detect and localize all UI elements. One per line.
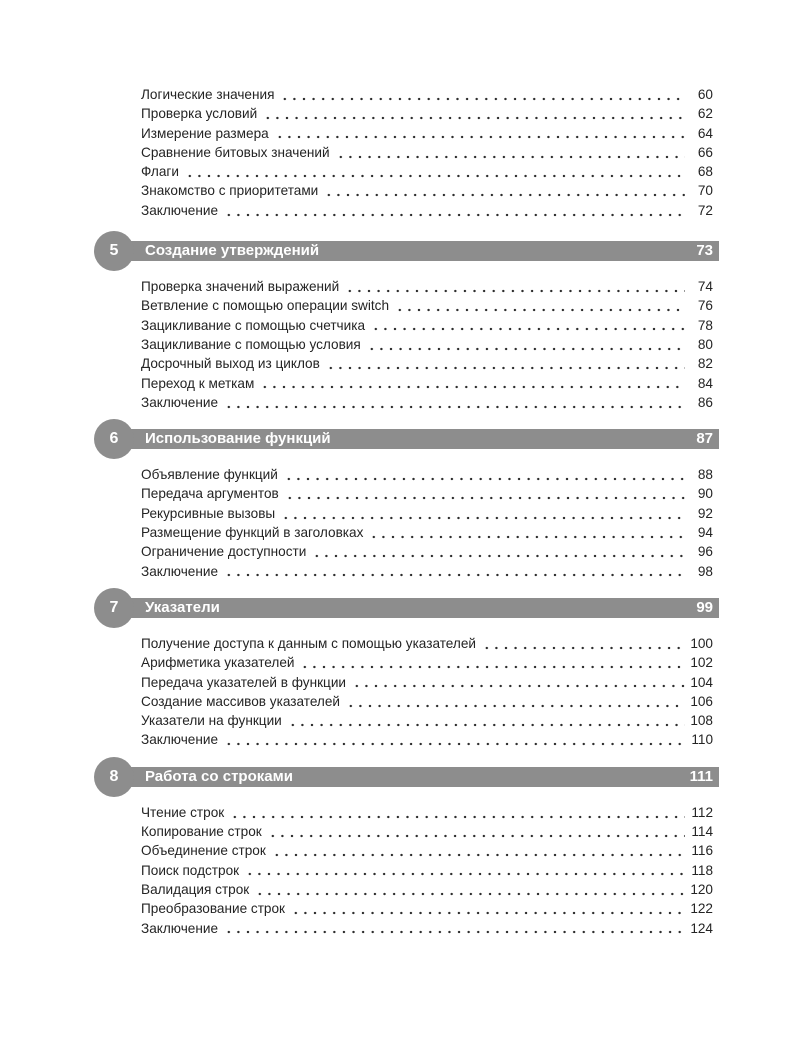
entry-page-number: 84	[697, 375, 713, 391]
entry-title: Объявление функций	[141, 467, 278, 483]
entry-page-number: 78	[697, 317, 713, 333]
dotted-leader	[352, 673, 685, 692]
entry-title: Заключение	[141, 563, 219, 579]
entry-title: Логические значения	[141, 87, 275, 102]
chapter-page-number: 99	[696, 598, 713, 616]
toc-entry-row	[141, 201, 713, 220]
chapter-page-number: 73	[696, 242, 713, 260]
dotted-leader	[281, 504, 685, 523]
entry-title: Поиск подстрок	[141, 862, 240, 878]
entry-title: Заключение	[141, 732, 219, 748]
dotted-leader	[324, 181, 685, 200]
toc-entry-row	[141, 673, 713, 692]
toc-entry-row	[141, 919, 713, 938]
toc-entry-row	[141, 653, 713, 672]
entry-page-number: 60	[697, 87, 713, 102]
toc-entry-row	[141, 711, 713, 730]
chapter-page-number: 111	[689, 767, 713, 785]
entry-page-number: 66	[697, 144, 713, 160]
entry-title: Заключение	[141, 394, 219, 410]
dotted-leader	[395, 296, 685, 315]
dotted-leader	[326, 354, 685, 373]
entry-page-number: 88	[697, 467, 713, 483]
entry-title: Зацикливание с помощью условия	[141, 336, 361, 352]
entry-title: Преобразование строк	[141, 901, 286, 917]
toc-entry-row	[141, 523, 713, 542]
toc-entry-row	[141, 393, 713, 412]
entry-page-number: 116	[691, 843, 713, 859]
chapter-header-bar	[100, 767, 719, 787]
dotted-leader	[224, 393, 685, 412]
toc-entry-row	[141, 296, 713, 315]
dotted-leader	[224, 201, 685, 220]
toc-entry-row	[141, 692, 713, 711]
entry-title: Рекурсивные вызовы	[141, 505, 276, 521]
toc-entry-row	[141, 104, 713, 123]
chapter-number-badge: 8	[94, 757, 134, 797]
entry-title: Ограничение доступности	[141, 544, 307, 560]
toc-entry-row	[141, 899, 713, 918]
entry-title: Передача указателей в функции	[141, 674, 347, 690]
toc-entry-row	[141, 354, 713, 373]
table-of-contents	[109, 85, 713, 955]
toc-entry-row	[141, 335, 713, 354]
entry-page-number: 124	[690, 920, 713, 936]
entry-title: Чтение строк	[141, 804, 225, 820]
dotted-leader	[336, 143, 685, 162]
entry-page-number: 62	[697, 106, 713, 122]
entry-page-number: 90	[697, 486, 713, 502]
dotted-leader	[280, 85, 685, 104]
chapter-header-bar	[100, 598, 719, 618]
chapter-section	[109, 767, 713, 955]
entry-title: Заключение	[141, 202, 219, 218]
dotted-leader	[482, 634, 685, 653]
dotted-leader	[285, 484, 685, 503]
toc-entry-row	[141, 465, 713, 484]
toc-entry-row	[141, 143, 713, 162]
entry-title: Арифметика указателей	[141, 655, 295, 671]
dotted-leader	[185, 162, 685, 181]
chapter-number-badge: 5	[94, 231, 134, 271]
toc-entry-row	[141, 316, 713, 335]
dotted-leader	[224, 562, 685, 581]
dotted-leader	[245, 861, 685, 880]
entry-title: Флаги	[141, 164, 179, 180]
dotted-leader	[268, 822, 685, 841]
chapter-title: Использование функций	[145, 430, 331, 448]
entry-title: Сравнение битовых значений	[141, 144, 330, 160]
dotted-leader	[291, 899, 685, 918]
entries-list	[141, 261, 713, 429]
dotted-leader	[272, 841, 685, 860]
toc-entry-row	[141, 562, 713, 581]
entry-title: Знакомство с приоритетами	[141, 183, 319, 199]
dotted-leader	[300, 653, 685, 672]
toc-entry-row	[141, 841, 713, 860]
dotted-leader	[263, 104, 685, 123]
dotted-leader	[224, 919, 685, 938]
dotted-leader	[275, 124, 685, 143]
entry-page-number: 64	[697, 125, 713, 141]
toc-entry-row	[141, 484, 713, 503]
intro-section	[141, 85, 713, 241]
dotted-leader	[284, 465, 685, 484]
entry-title: Досрочный выход из циклов	[141, 356, 320, 372]
entry-page-number: 98	[697, 563, 713, 579]
dotted-leader	[260, 374, 685, 393]
chapter-number-badge: 7	[94, 588, 134, 628]
toc-entry-row	[141, 880, 713, 899]
chapter-section	[109, 429, 713, 598]
entry-page-number: 82	[697, 356, 713, 372]
entry-page-number: 120	[690, 881, 713, 897]
entry-title: Валидация строк	[141, 881, 250, 897]
dotted-leader	[288, 711, 685, 730]
entry-page-number: 118	[691, 862, 713, 878]
entry-page-number: 108	[690, 713, 713, 729]
chapter-page-number: 87	[696, 430, 713, 448]
entry-page-number: 94	[697, 525, 713, 541]
entry-title: Проверка значений выражений	[141, 279, 340, 295]
entry-page-number: 68	[697, 164, 713, 180]
entry-page-number: 86	[697, 394, 713, 410]
entry-title: Объединение строк	[141, 843, 266, 859]
entry-page-number: 122	[690, 901, 713, 917]
toc-entry-row	[141, 803, 713, 822]
chapter-section	[109, 241, 713, 429]
entry-title: Ветвление с помощью операции switch	[141, 298, 389, 314]
toc-entry-row	[141, 162, 713, 181]
dotted-leader	[371, 316, 685, 335]
entry-page-number: 110	[691, 732, 713, 748]
entry-page-number: 92	[697, 505, 713, 521]
entry-title: Указатели на функции	[141, 713, 282, 729]
entry-title: Получение доступа к данным с помощью указателей	[141, 635, 476, 651]
entry-page-number: 104	[690, 674, 713, 690]
entry-page-number: 102	[690, 655, 713, 671]
entry-page-number: 96	[697, 544, 713, 560]
entry-title: Размещение функций в заголовках	[141, 525, 364, 541]
dotted-leader	[367, 335, 685, 354]
entry-page-number: 74	[697, 279, 713, 295]
entry-page-number: 70	[697, 183, 713, 199]
entry-page-number: 106	[690, 693, 713, 709]
dotted-leader	[230, 803, 685, 822]
toc-entry-row	[141, 542, 713, 561]
toc-entry-row	[141, 730, 713, 749]
dotted-leader	[312, 542, 685, 561]
chapter-section	[109, 598, 713, 767]
dotted-leader	[369, 523, 685, 542]
chapter-number-badge: 6	[94, 419, 134, 459]
entry-page-number: 100	[690, 635, 713, 651]
entry-page-number: 112	[691, 804, 713, 820]
toc-entry-row	[141, 634, 713, 653]
entry-page-number: 114	[691, 824, 713, 840]
toc-entry-row	[141, 124, 713, 143]
toc-entry-row	[141, 822, 713, 841]
toc-entry-row	[141, 85, 713, 104]
toc-entry-row	[141, 861, 713, 880]
entry-title: Измерение размера	[141, 125, 269, 141]
entry-title: Передача аргументов	[141, 486, 279, 502]
chapter-title: Указатели	[145, 598, 220, 616]
dotted-leader	[255, 880, 685, 899]
toc-entry-row	[141, 277, 713, 296]
entries-list	[141, 449, 713, 598]
entry-title: Копирование строк	[141, 824, 262, 840]
entry-title: Создание массивов указателей	[141, 693, 341, 709]
entries-list	[141, 787, 713, 955]
dotted-leader	[346, 692, 685, 711]
toc-entry-row	[141, 374, 713, 393]
toc-entry-row	[141, 504, 713, 523]
entry-title: Зацикливание с помощью счетчика	[141, 317, 366, 333]
entry-page-number: 80	[697, 336, 713, 352]
entry-title: Переход к меткам	[141, 375, 255, 391]
entries-list	[141, 85, 713, 241]
entry-title: Заключение	[141, 920, 219, 936]
dotted-leader	[345, 277, 685, 296]
entries-list	[141, 618, 713, 767]
chapter-title: Создание утверждений	[145, 242, 320, 260]
entry-page-number: 76	[697, 298, 713, 314]
entry-title: Проверка условий	[141, 106, 258, 122]
toc-entry-row	[141, 181, 713, 200]
entry-page-number: 72	[697, 202, 713, 218]
chapter-header-bar	[100, 241, 719, 261]
chapter-title: Работа со строками	[145, 767, 293, 785]
dotted-leader	[224, 730, 685, 749]
chapter-header-bar	[100, 429, 719, 449]
